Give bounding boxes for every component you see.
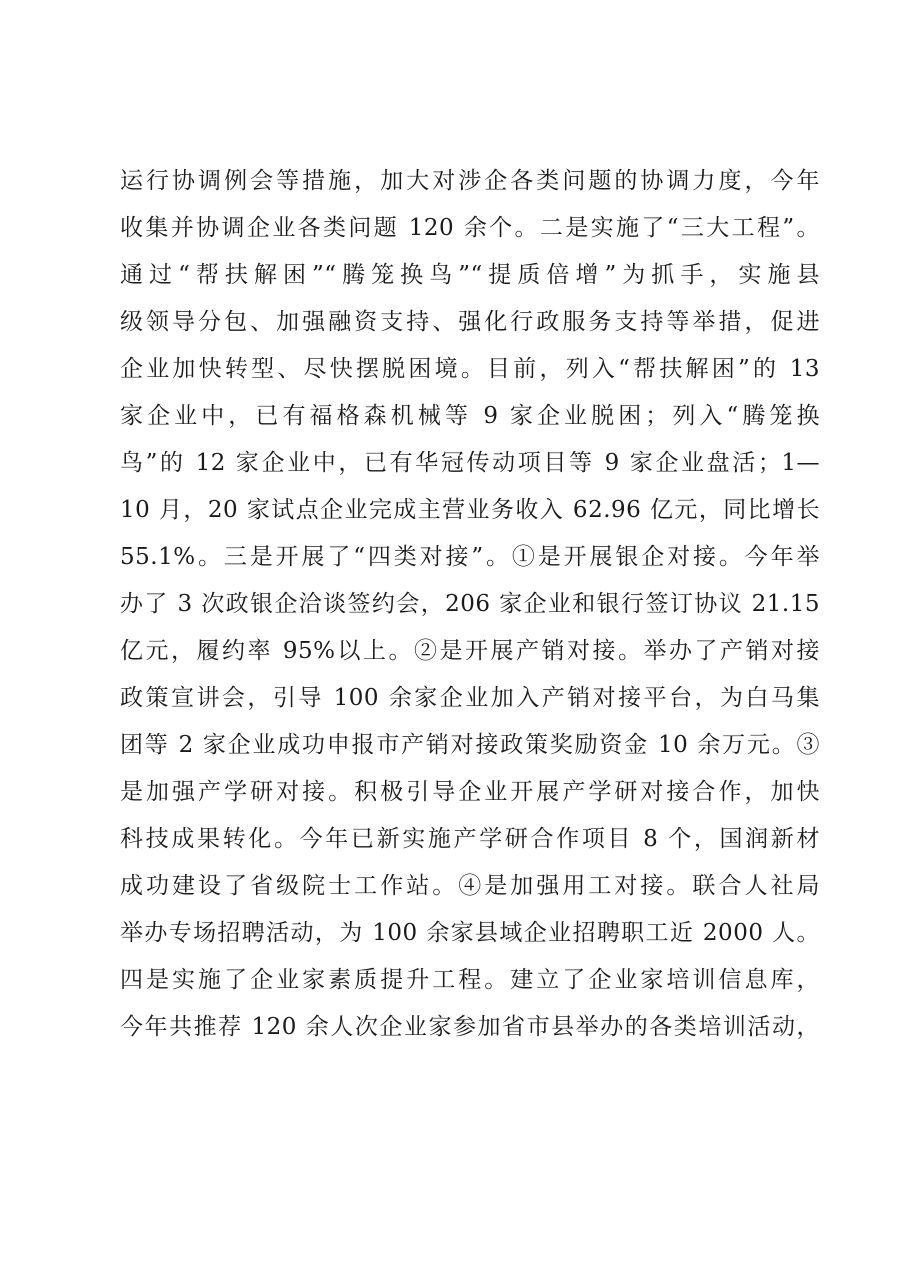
- text-line: 10 月，20 家试点企业完成主营业务收入 62.96 亿元，同比增长: [120, 497, 820, 523]
- text-line: 运行协调例会等措施，加大对涉企各类问题的协调力度，今年: [120, 168, 820, 194]
- text-line: 成功建设了省级院士工作站。④是加强用工对接。联合人社局: [120, 873, 820, 899]
- text-line: 四是实施了企业家素质提升工程。建立了企业家培训信息库，: [120, 967, 820, 993]
- text-line: 企业加快转型、尽快摆脱困境。目前，列入“帮扶解困”的 13: [120, 356, 820, 382]
- text-line: 是加强产学研对接。积极引导企业开展产学研对接合作，加快: [120, 779, 820, 805]
- text-line: 举办专场招聘活动，为 100 余家县域企业招聘职工近 2000 人。: [120, 920, 820, 946]
- text-line: 级领导分包、加强融资支持、强化行政服务支持等举措，促进: [120, 309, 820, 335]
- text-line: 办了 3 次政银企洽谈签约会，206 家企业和银行签订协议 21.15: [120, 591, 820, 617]
- text-line: 收集并协调企业各类问题 120 余个。二是实施了“三大工程”。: [120, 215, 820, 241]
- text-line: 55.1%。三是开展了“四类对接”。①是开展银企对接。今年举: [120, 544, 820, 570]
- text-line: 科技成果转化。今年已新实施产学研合作项目 8 个，国润新材: [120, 826, 820, 852]
- text-line: 鸟”的 12 家企业中，已有华冠传动项目等 9 家企业盘活；1—: [120, 450, 820, 476]
- text-line: 政策宣讲会，引导 100 余家企业加入产销对接平台，为白马集: [120, 685, 820, 711]
- text-line: 通过“帮扶解困”“腾笼换鸟”“提质倍增”为抓手，实施县: [120, 262, 820, 288]
- body-paragraph: [120, 158, 820, 1051]
- text-line: 团等 2 家企业成功申报市产销对接政策奖励资金 10 余万元。③: [120, 732, 820, 758]
- text-line: 亿元，履约率 95%以上。②是开展产销对接。举办了产销对接: [120, 638, 820, 664]
- text-line: 家企业中，已有福格森机械等 9 家企业脱困；列入“腾笼换: [120, 403, 820, 429]
- text-line: 今年共推荐 120 余人次企业家参加省市县举办的各类培训活动，: [120, 1014, 820, 1040]
